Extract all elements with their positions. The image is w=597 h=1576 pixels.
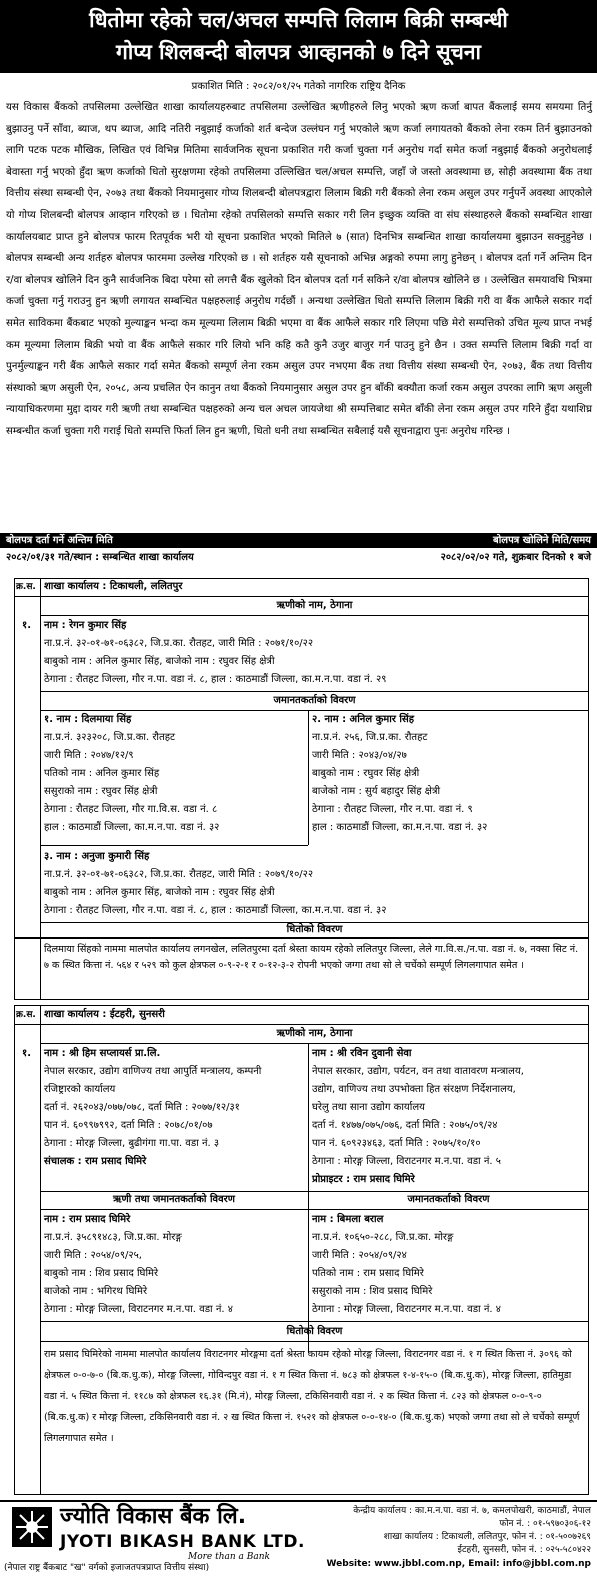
collateral-description-itahari: राम प्रसाद घिमिरेको नाममा मालपोत कार्यालय विराटनगर मोरङ्गमा दर्ता श्रेस्ता कायम रहेको मोरङ्ग जिल्ला, विराटनगर वडा नं. १ ग स्थित कित्ता नं. ३०९६ को क्षेत्रफल ०-०-७-० (बि.क.धु.क), मोरङ्ग जिल्ला, गोविन्दपुर वडा नं. १ ग स्थित कित्ता नं. ७८३ को क्षेत्रफल १-४-१५-० (बि.क.धु.क), मोरङ्ग जिल्ला, हातिमुडा वडा नं. ५ स्थित कित्ता नं. ११८७ को क्षेत्रफल १६.३१ (मि.नं), मोरङ्ग जिल्ला, टकिसिनवारी वडा नं. २ क स्थित कित्ता नं. ८२३ को क्षेत्रफल ०-०-९-० (बि.क.धु.क) र मोरङ्ग जिल्ला, टकिसिनवारी वडा नं. २ ख स्थित कित्ता नं. १५२१ को क्षेत्रफल ०-०-१४-० (बि.क.धु.क) भएको जग्गा तथा सो ले चर्चेको सम्पूर्ण लिगलगापात समेत । [44,1349,580,1444]
guarantor-1-name: १. नाम : दिलमाया सिंह [44,714,132,725]
divider [40,1321,589,1322]
guarantor-3-family: बाबुको नाम : अनिल कुमार सिंह, बाजेको नाम : रघुवर सिंह क्षेत्री [44,887,275,898]
guarantor-1-address: ठेगाना : रौतहट जिल्ला, गौर गा.वि.स. वडा नं. ८ [44,804,218,815]
person-2-issue-date: जारी मिति : २०५४/०९/२४ [312,1250,407,1261]
column-divider [308,710,309,845]
borrower-heading: ऋणीको नाम, ठेगाना [276,600,353,611]
serial-number: १. [22,1048,31,1059]
guarantor-1-issue-date: जारी मिति : २०४७/१२/९ [44,750,134,761]
opening-date-value: २०८२/०२/०२ गते, शुक्रबार दिनको १ बजे [440,552,591,563]
person-1-name: नाम : राम प्रसाद घिमिरे [44,1214,131,1225]
borrower-2-directorate: उद्योग, वाणिज्य तथा उपभोक्ता हित संरक्षण निर्देशनालय, [312,1084,516,1095]
guarantor-2-issue-date: जारी मिति : २०४३/०४/२७ [312,750,407,761]
person-2-husband: पतिको नाम : राम प्रसाद घिमिरे [312,1268,424,1279]
opening-date-label: बोलपत्र खोलिने मिति/समय [493,535,591,546]
person-2-citizenship: ना.प्र.नं. १०६५०-२८८, जि.प्र.का. मोरङ्ग [312,1232,454,1243]
notice-body: यस विकास बैंकको तपसिलमा उल्लेखित शाखा कार्यालयहरुबाट तपसिलमा उल्लेखित ऋणीहरुले लिनु भएको ऋण कर्जा बापत बैंकलाई समय समयमा तिर्नु बुझाउनु पर्ने साँवा, ब्याज, थप ब्याज, आदि नतिरी नबुझाई कर्जाको शर्त बन्देज उल्लंघन गर्नु भएकोले ऋण कर्जा लगायतको बैंकको लेना रकम तिर्न बुझाउनको लागि पटक पटक मौखिक, लिखित एवं विभिन्न मितिमा सार्वजनिक सूचना प्रकाशित गरी कर्जा चुक्ता गर्न अनुरोध गर्दा समेत कर्जा नबुझाई बैंकको अनुरोधलाई बेवास्ता गर्नु भएको हुँदा ऋण कर्जाको धितो सुरक्षणमा रहेको तपसिलमा उल्लिखित चल/अचल सम्पत्ति, जहाँ जे जस्तो अवस्थामा छ, सोही अवस्थामा बैंक तथा वित्तीय संस्था सम्बन्धी ऐन, २०७३ तथा बैंकको नियमानुसार गोप्य शिलबन्दी बोलपत्रद्वारा लिलाम बिक्री गरी बैंकको लेना रकम असुल उपर गर्नुपर्ने अवस्था आएकोले यो गोप्य शिलबन्दी बोलपत्र आव्हान गरिएको छ । धितोमा रहेको तपसिलको सम्पत्ति सकार गरी लिन इच्छुक व्यक्ति वा संघ संस्थाहरुले बैंकको सम्बन्धित शाखा कार्यालयबाट प्राप्त हुने बोलपत्र फारम रितपूर्वक भरी यो सूचना प्रकाशित भएको मितिले ७ (सात) दिनभित्र सम्बन्धित शाखा कार्यालयमा बुझाउन सक्नुहुनेछ । बोलपत्र सम्बन्धी अन्य शर्तहरु बोलपत्र फारममा उल्लेख गरिएको छ । सो शर्तहरु यसै सूचनाको अभिन्न अङ्गको रुपमा लागु हुनेछन् । बोलपत्र दर्ता गर्ने अन्तिम दिन र/वा बोलपत्र खोलिने दिन कुनै सार्वजनिक बिदा परेमा सो लगत्तै बैंक खुलेको दिन बोलपत्र दर्ता गर्न सकिने र/वा बोलपत्र खोलिने छ । उल्लेखित समयावधि भित्रमा कर्जा चुक्ता गर्नु गराउनु हुन ऋणी लगायत सम्बन्धित पक्षहरुलाई अनुरोध गर्दछौं । अन्यथा उल्लेखित धितो सम्पत्ति लिलाम बिक्री गरी वा बैंक आफैले सकार गर्दा समेत साविकमा बैंकबाट भएको मुल्याङ्कन भन्दा कम मूल्यमा लिलाम बिक्री भएमा वा बैंक आफैले सकार गरि लिएमा पछि मेरो सम्पत्तिको उचित मूल्य प्राप्त नभई कम मूल्यमा लिलाम बिक्री भयो वा बैंक आफैले सकार गरि लियो भनि कहि कतै कुनै उजुर बाजुर गर्न पाउनु हुने छैन । उक्त सम्पत्ति लिलाम बिक्री गर्दा वा पुनर्मुल्याङ्कन गरी बैंक आफैले सकार गर्दा समेत बैंकको सम्पूर्ण लेना रकम असुल उपर नभएमा बैंक तथा वित्तीय संस्था सम्बन्धी ऐन, २०७३, बैंक तथा वित्तीय संस्थाको ऋण असुली ऐन, २०५८, अन्य प्रचलित ऐन कानुन तथा बैंकको नियमानुसार असुल उपर हुन बाँकी बक्यौता कर्जा रकम असुल उपरका लागि ऋण असुली न्यायाधिकरणमा मुद्दा दायर गरी ऋणी तथा सम्बन्धित पक्षहरुको अन्य चल अचल जायजेथा श्री सम्पत्तिबाट समेत बाँकी लेना रकम असुल उपर गरिने हुँदा यथाशिघ्र सम्बन्धीत कर्जा चुक्ता गरी गराई धितो सम्पत्ति फिर्ता लिन हुन ऋणी, धितो धनी तथा सम्बन्धित सबैलाई यसै सूचनाद्वारा पुनः अनुरोध गरिन्छ । [6,102,592,437]
borrower-2-ministry: नेपाल सरकार, उद्योग, पर्यटन, वन तथा वातावरण मन्त्रालय, [312,1066,524,1077]
title-line-2: गोप्य शिलबन्दी बोलपत्र आव्हानको ७ दिने सूचना [116,40,481,64]
bank-footer [0,1500,597,1576]
guarantor-heading: जमानतकर्ताको विवरण [273,695,356,706]
sn-divider [40,578,41,938]
collateral-heading: धितोको विवरण [286,924,343,935]
guarantor-2-father: बाबुको नाम : रघुवर सिंह क्षेत्री [312,768,420,779]
branch-office-itahari: ईटहरी, सुनसरी, फोन नं. : ०२५-५८०४२२ [457,1545,591,1555]
divider [40,1341,589,1342]
publication-date: प्रकाशित मिति : २०८२/०१/२५ गतेको नागरिक राष्ट्रिय दैनिक [191,81,406,92]
central-office-label: केन्द्रीय कार्यालय : [353,1506,413,1516]
borrower-1-registration-no: दर्ता नं. २६२०४३/०७७/०७८, दर्ता मिति : २०७७/१२/३१ [44,1102,240,1113]
guarantor-3-address: ठेगाना : रौतहट जिल्ला, गौर न.पा. वडा नं. ८, हाल : काठमाडौं जिल्ला, का.म.न.पा. वडा नं. ३२ [44,905,387,916]
divider [40,615,589,616]
schedule-values [0,550,597,566]
person-2-name: नाम : बिमला बराल [312,1214,384,1225]
borrower-1-registrar: रजिष्ट्रारको कार्यालय [44,1084,116,1095]
schedule-header-bar [0,533,597,548]
guarantor-3-citizenship: ना.प्र.नं. ३२-०१-७१-०६३८२, जि.प्र.का. रौतहट, जारी मिति : २०७९/१०/२२ [44,869,314,880]
sn-divider [40,1005,41,1495]
borrower-1-director: संचालक : राम प्रसाद घिमिरे [44,1156,147,1167]
borrower-address: ठेगाना : रौतहट जिल्ला, गौर न.पा. वडा नं. ८, हाल : काठमाडौं जिल्ला, का.म.न.पा. वडा नं. २९ [44,674,387,685]
guarantor-2-name: २. नाम : अनिल कुमार सिंह [312,714,415,725]
sn-divider [40,938,41,1000]
guarantor-3-name: ३. नाम : अनुजा कुमारी सिंह [44,851,150,862]
borrower-1-address: ठेगाना : मोरङ्ग जिल्ला, बुढीगंगा गा.पा. वडा नं. ३ [44,1138,220,1149]
borrower-2-address: ठेगाना : मोरङ्ग जिल्ला, विराटनगर म.न.पा. वडा नं. ५ [312,1156,501,1167]
branch-office-label: शाखा कार्यालय : [383,1532,439,1542]
collateral-description-tikathali: दिलमाया सिंहको नाममा मालपोत कार्यालय लगनखेल, ललितपुरमा दर्ता श्रेस्ता कायम रहेको ललितपुर जिल्ला, लेले गा.वि.स./न.पा. वडा नं. ७, नक्सा सिट नं. ७ क स्थित कित्ता नं. ५६४ र ५२९ को कुल क्षेत्रफल ०-९-२-१ र ०-१२-३-२ रोपनी भएको जग्गा तथा सो ले चर्चेको सम्पूर्ण लिगलगापात समेत । [44,944,579,971]
guarantor-2-address: ठेगाना : रौतहट जिल्ला, गौर न.पा. वडा नं. ९ [312,804,473,815]
person-2-father-in-law: ससुराको नाम : शिव प्रसाद घिमिरे [312,1286,433,1297]
branch-tikathali: शाखा कार्यालय : टिकाथली, ललितपुर [44,581,183,592]
registration-deadline-value: २०८२/०१/३१ गते/स्थान : सम्बन्धित शाखा कार्यालय [6,552,194,563]
bank-tagline: More than a Bank [188,1552,271,1562]
guarantor-heading: जमानतकर्ताको विवरण [407,1194,490,1205]
borrower-1-registration-authority: नेपाल सरकार, उद्योग वाणिज्य तथा आपुर्ति मन्त्रालय, कम्पनी [44,1066,262,1077]
borrower-1-name: नाम : श्री हिम सप्लायर्स प्रा.लि. [44,1048,161,1059]
branch-offices [384,1531,591,1544]
guarantor-1-husband: पतिको नाम : अनिल कुमार सिंह [44,768,160,779]
borrower-citizenship: ना.प्र.नं. ३२-०१-७१-०६३८२, जि.प्र.का. रौतहट, जारी मिति : २०७१/१०/२२ [44,638,314,649]
borrower-family: बाबुको नाम : अनिल कुमार सिंह, बाजेको नाम : रघुवर सिंह क्षेत्री [44,656,275,667]
sn-label: क्र.स. [16,1010,36,1020]
borrower-2-proprietor: प्रोप्राइटर : राम प्रसाद घिमिरे [312,1174,415,1185]
person-1-address: ठेगाना : मोरङ्ग जिल्ला, विराटनगर म.न.पा. वडा नं. ४ [44,1304,233,1315]
person-1-issue-date: जारी मिति : २०५४/०९/२५, [44,1250,142,1261]
person-1-father: बाबुको नाम : शिव प्रसाद घिमिरे [44,1268,159,1279]
branch-itahari: शाखा कार्यालय : ईटहरी, सुनसरी [44,1009,165,1020]
borrower-2-office: घरेलु तथा साना उद्योग कार्यालय [312,1102,425,1113]
registration-deadline-label: बोलपत्र दर्ता गर्ने अन्तिम मिति [6,535,113,546]
guarantor-1-father-in-law: ससुराको नाम : रघुवर सिंह क्षेत्री [44,786,158,797]
central-office [353,1505,591,1518]
borrower-2-registration-no: दर्ता नं. १४७७/०७५/०७६, दर्ता मिति : २०७५/०९/२४ [312,1120,498,1131]
central-office-phone: फोन नं. : ०१-५९७०३०६-१२ [499,1519,591,1529]
bank-name-english: JYOTI BIKASH BANK LTD. [60,1532,305,1552]
person-1-grandfather: बाजेको नाम : भगिरथ घिमिरे [44,1286,148,1297]
sn-label: क्र.स. [16,582,36,592]
branch-office-tikathali: टिकाथली, ललितपुर, फोन नं. : ०१-५००७२६९ [441,1532,591,1542]
divider [40,1043,589,1044]
website-email[interactable]: Website: www.jbbl.com.np, Email: info@jbbl.com.np [326,1559,591,1569]
borrower-heading: ऋणीको नाम, ठेगाना [276,1028,353,1039]
divider [40,845,308,846]
bank-logo-icon [12,1507,52,1547]
guarantor-1-current-address: हाल : काठमाडौं जिल्ला, का.म.न.पा. वडा नं. ३२ [44,822,220,833]
central-office-address: का.म.न.पा. वडा नं. ७, कमलपोखरी, काठमाडौं, नेपाल [414,1506,591,1516]
borrower-2-pan: पान नं. ६०९२३४६३, दर्ता मिति : २०७५/१०/१० [312,1138,481,1149]
collateral-heading: धितोको विवरण [286,1326,343,1337]
borrower-guarantor-heading: ऋणी तथा जमानतकर्ताको विवरण [113,1194,235,1205]
guarantor-1-citizenship: ना.प्र.नं. ३२३२०८, जि.प्र.का. रौतहट [44,732,176,743]
borrower-1-pan: पान नं. ६०९९७९९२, दर्ता मिति : २०७८/०१/०७ [44,1120,213,1131]
guarantor-2-citizenship: ना.प्र.नं. २५६, जि.प्र.का. रौतहट [312,732,428,743]
license-note: (नेपाल राष्ट्र बैंकबाट "ख" वर्गको इजाजतपत्रप्राप्त वित्तीय संस्था) [4,1563,210,1573]
divider [40,1209,589,1210]
guarantor-2-current-address: हाल : काठमाडौं जिल्ला, का.म.न.पा. वडा नं. ३२ [312,822,488,833]
borrower-2-name: नाम : श्री रविन दुवानी सेवा [312,1048,412,1059]
bank-name-nepali: ज्योति विकास बैंक लि. [60,1504,247,1529]
person-1-citizenship: ना.प्र.नं. ३५८९१४८३, जि.प्र.का. मोरङ्ग [44,1232,182,1243]
borrower-name: नाम : रेगन कुमार सिंह [44,620,127,631]
title-line-1: धितोमा रहेको चल/अचल सम्पत्ति लिलाम बिक्री सम्बन्धी [89,8,508,32]
title-banner [0,0,597,73]
person-2-address: ठेगाना : मोरङ्ग जिल्ला, विराटनगर म.न.पा. वडा नं. ४ [312,1304,501,1315]
guarantor-2-grandfather: बाजेको नाम : सुर्य बहादुर सिंह क्षेत्री [312,786,441,797]
serial-number: १. [22,620,31,631]
